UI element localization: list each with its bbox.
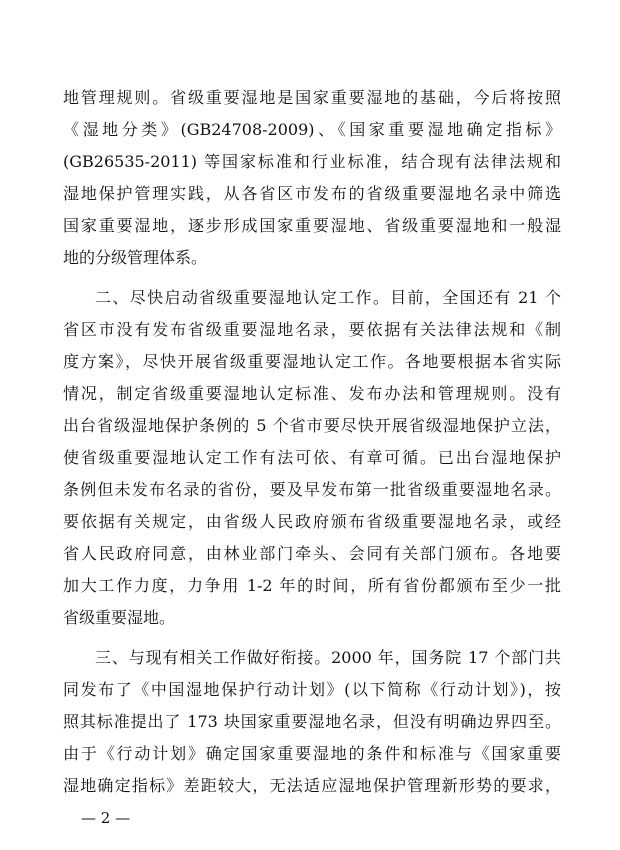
paragraph-spacer bbox=[63, 634, 561, 642]
paragraph-2 bbox=[63, 282, 561, 634]
text-line: 省级重要湿地。 bbox=[63, 608, 176, 627]
text-line: 使省级重要湿地认定工作有法可依、有章可循。已出台湿地保护 bbox=[63, 448, 561, 467]
text-line: 《湿地分类》(GB24708-2009)、《国家重要湿地确定指标》 bbox=[63, 120, 561, 139]
body-text bbox=[63, 82, 561, 802]
text-line: 要依据有关规定，由省级人民政府颁布省级重要湿地名录，或经 bbox=[63, 512, 561, 531]
text-line: 情况，制定省级重要湿地认定标准、发布办法和管理规则。没有 bbox=[63, 384, 561, 403]
text-line: 度方案》，尽快开展省级重要湿地认定工作。各地要根据本省实际 bbox=[63, 352, 561, 371]
text-line: 二、尽快启动省级重要湿地认定工作。目前，全国还有 21 个 bbox=[95, 288, 561, 307]
text-line: (GB26535-2011) 等国家标准和行业标准，结合现有法律法规和 bbox=[63, 152, 561, 171]
page-number: — 2 — bbox=[81, 809, 131, 827]
text-line: 地的分级管理体系。 bbox=[63, 248, 208, 267]
text-line: 出台省级湿地保护条例的 5 个省市要尽快开展省级湿地保护立法， bbox=[63, 416, 561, 435]
paragraph-3 bbox=[63, 642, 561, 802]
paragraph-1 bbox=[63, 82, 561, 274]
text-line: 三、与现有相关工作做好衔接。2000 年，国务院 17 个部门共 bbox=[95, 648, 561, 667]
text-line: 湿地确定指标》差距较大，无法适应湿地保护管理新形势的要求， bbox=[63, 776, 561, 795]
paragraph-spacer bbox=[63, 274, 561, 282]
text-line: 国家重要湿地，逐步形成国家重要湿地、省级重要湿地和一般湿 bbox=[63, 216, 561, 235]
text-line: 省区市没有发布省级重要湿地名录，要依据有关法律法规和《制 bbox=[63, 320, 561, 339]
text-line: 加大工作力度，力争用 1-2 年的时间，所有省份都颁布至少一批 bbox=[63, 576, 561, 595]
text-line: 同发布了《中国湿地保护行动计划》(以下简称《行动计划》)，按 bbox=[63, 680, 561, 699]
text-line: 湿地保护管理实践，从各省区市发布的省级重要湿地名录中筛选 bbox=[63, 184, 561, 203]
text-line: 由于《行动计划》确定国家重要湿地的条件和标准与《国家重要 bbox=[63, 744, 561, 763]
text-line: 省人民政府同意，由林业部门牵头、会同有关部门颁布。各地要 bbox=[63, 544, 561, 563]
text-line: 地管理规则。省级重要湿地是国家重要湿地的基础，今后将按照 bbox=[63, 88, 561, 107]
text-line: 照其标准提出了 173 块国家重要湿地名录，但没有明确边界四至。 bbox=[63, 712, 561, 731]
text-line: 条例但未发布名录的省份，要及早发布第一批省级重要湿地名录。 bbox=[63, 480, 561, 499]
